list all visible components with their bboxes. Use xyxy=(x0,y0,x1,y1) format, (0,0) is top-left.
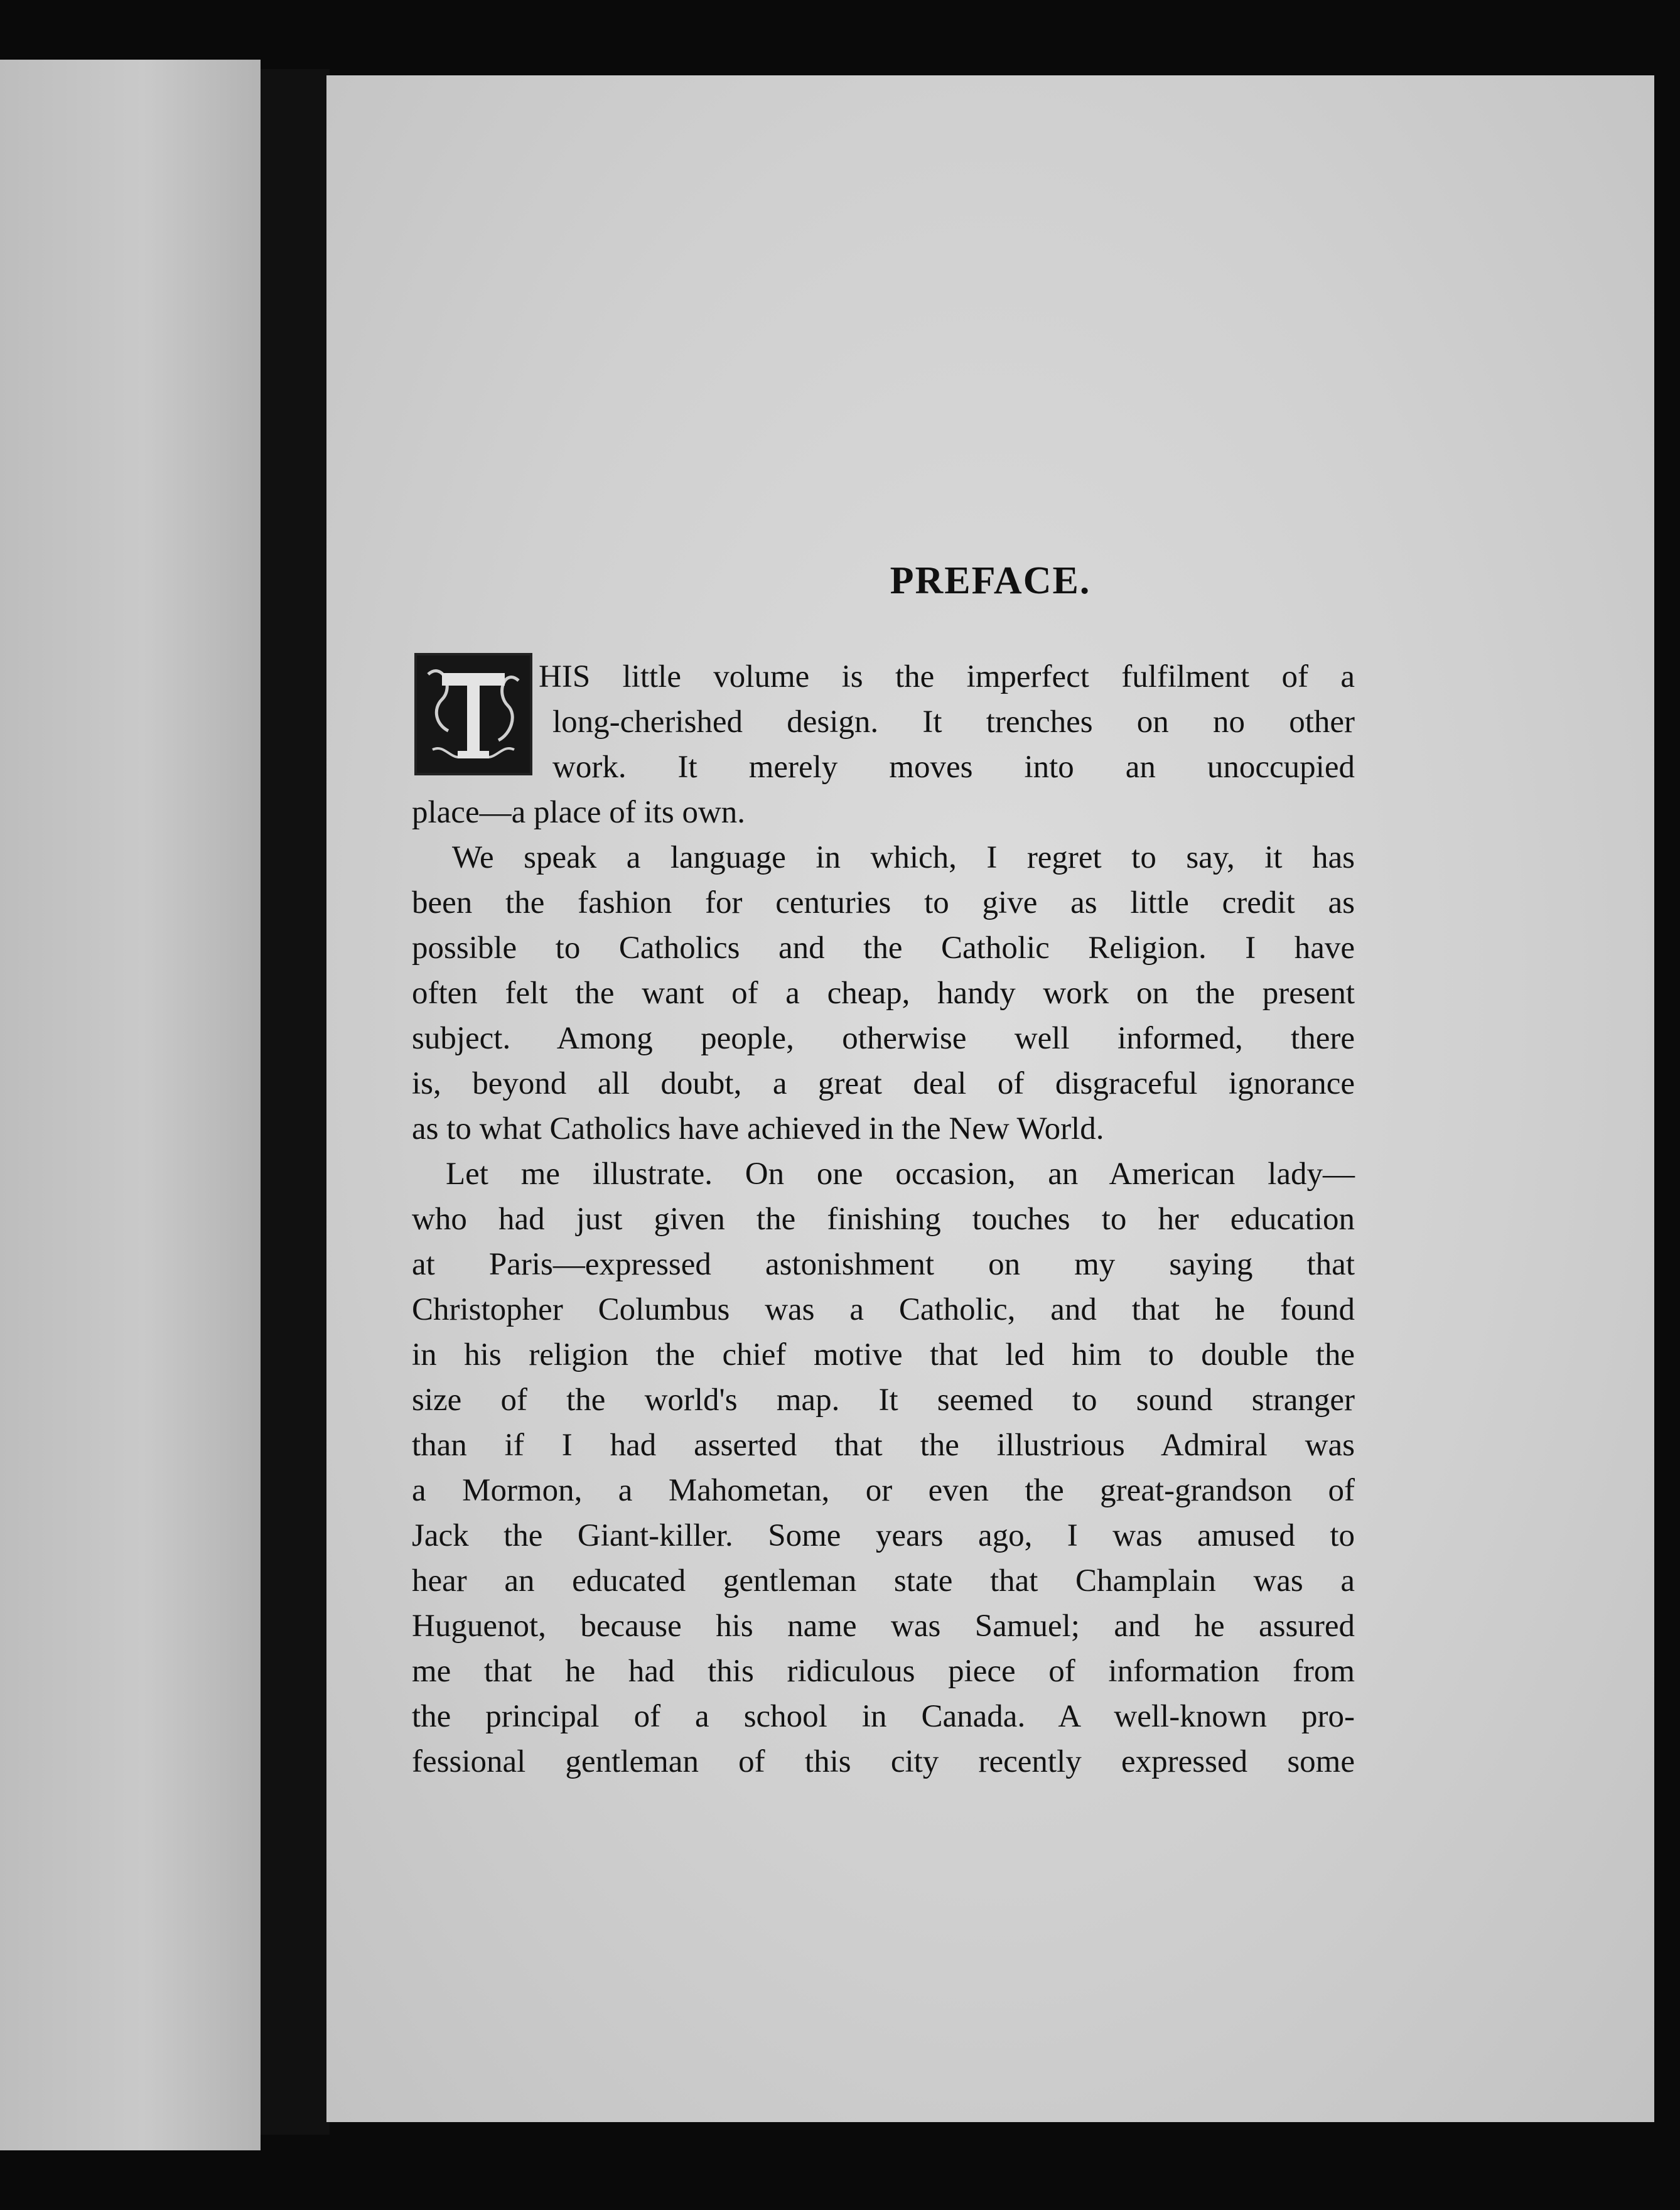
text-line: We speak a language in which, I regret to say, it has xyxy=(452,840,1355,875)
drop-cap-letter-icon xyxy=(417,655,530,773)
text-line: at Paris—expressed astonishment on my saying that xyxy=(412,1247,1355,1282)
text-line: the principal of a school in Canada. A well-known pro- xyxy=(412,1699,1355,1734)
book-gutter xyxy=(261,69,330,2135)
text-line: who had just given the finishing touches to her education xyxy=(412,1202,1355,1237)
text-line: size of the world's map. It seemed to sound stranger xyxy=(412,1383,1355,1418)
text-line: HIS little volume is the imperfect fulfilment of a xyxy=(539,659,1355,694)
text-line: than if I had asserted that the illustrious Admiral was xyxy=(412,1428,1355,1463)
text-line: possible to Catholics and the Catholic Religion. I have xyxy=(412,930,1355,966)
text-line: Huguenot, because his name was Samuel; and he assured xyxy=(412,1609,1355,1644)
text-line: a Mormon, a Mahometan, or even the great-grandson of xyxy=(412,1473,1355,1508)
text-line: subject. Among people, otherwise well informed, there xyxy=(412,1021,1355,1056)
text-line: long-cherished design. It trenches on no other xyxy=(552,704,1355,740)
text-line: often felt the want of a cheap, handy work on the present xyxy=(412,976,1355,1011)
text-line: work. It merely moves into an unoccupied xyxy=(552,750,1355,785)
text-line: is, beyond all doubt, a great deal of disgraceful ignorance xyxy=(412,1066,1355,1101)
text-line: hear an educated gentleman state that Champlain was a xyxy=(412,1563,1355,1598)
drop-cap-ornament xyxy=(414,653,532,775)
text-line: as to what Catholics have achieved in the New World. xyxy=(412,1111,1104,1146)
text-line: been the fashion for centuries to give as little credit as xyxy=(412,885,1355,920)
text-line: fessional gentleman of this city recently expressed some xyxy=(412,1744,1355,1779)
text-line: me that he had this ridiculous piece of information from xyxy=(412,1654,1355,1689)
text-line: Let me illustrate. On one occasion, an American lady— xyxy=(446,1156,1355,1192)
text-line: place—a place of its own. xyxy=(412,795,746,830)
facing-page xyxy=(0,60,261,2150)
page-title: PREFACE. xyxy=(890,559,1091,602)
book-page xyxy=(326,75,1654,2122)
text-line: Christopher Columbus was a Catholic, and that he found xyxy=(412,1292,1355,1327)
text-line: Jack the Giant-killer. Some years ago, I was amused to xyxy=(412,1518,1355,1553)
text-line: in his religion the chief motive that led him to double the xyxy=(412,1337,1355,1372)
